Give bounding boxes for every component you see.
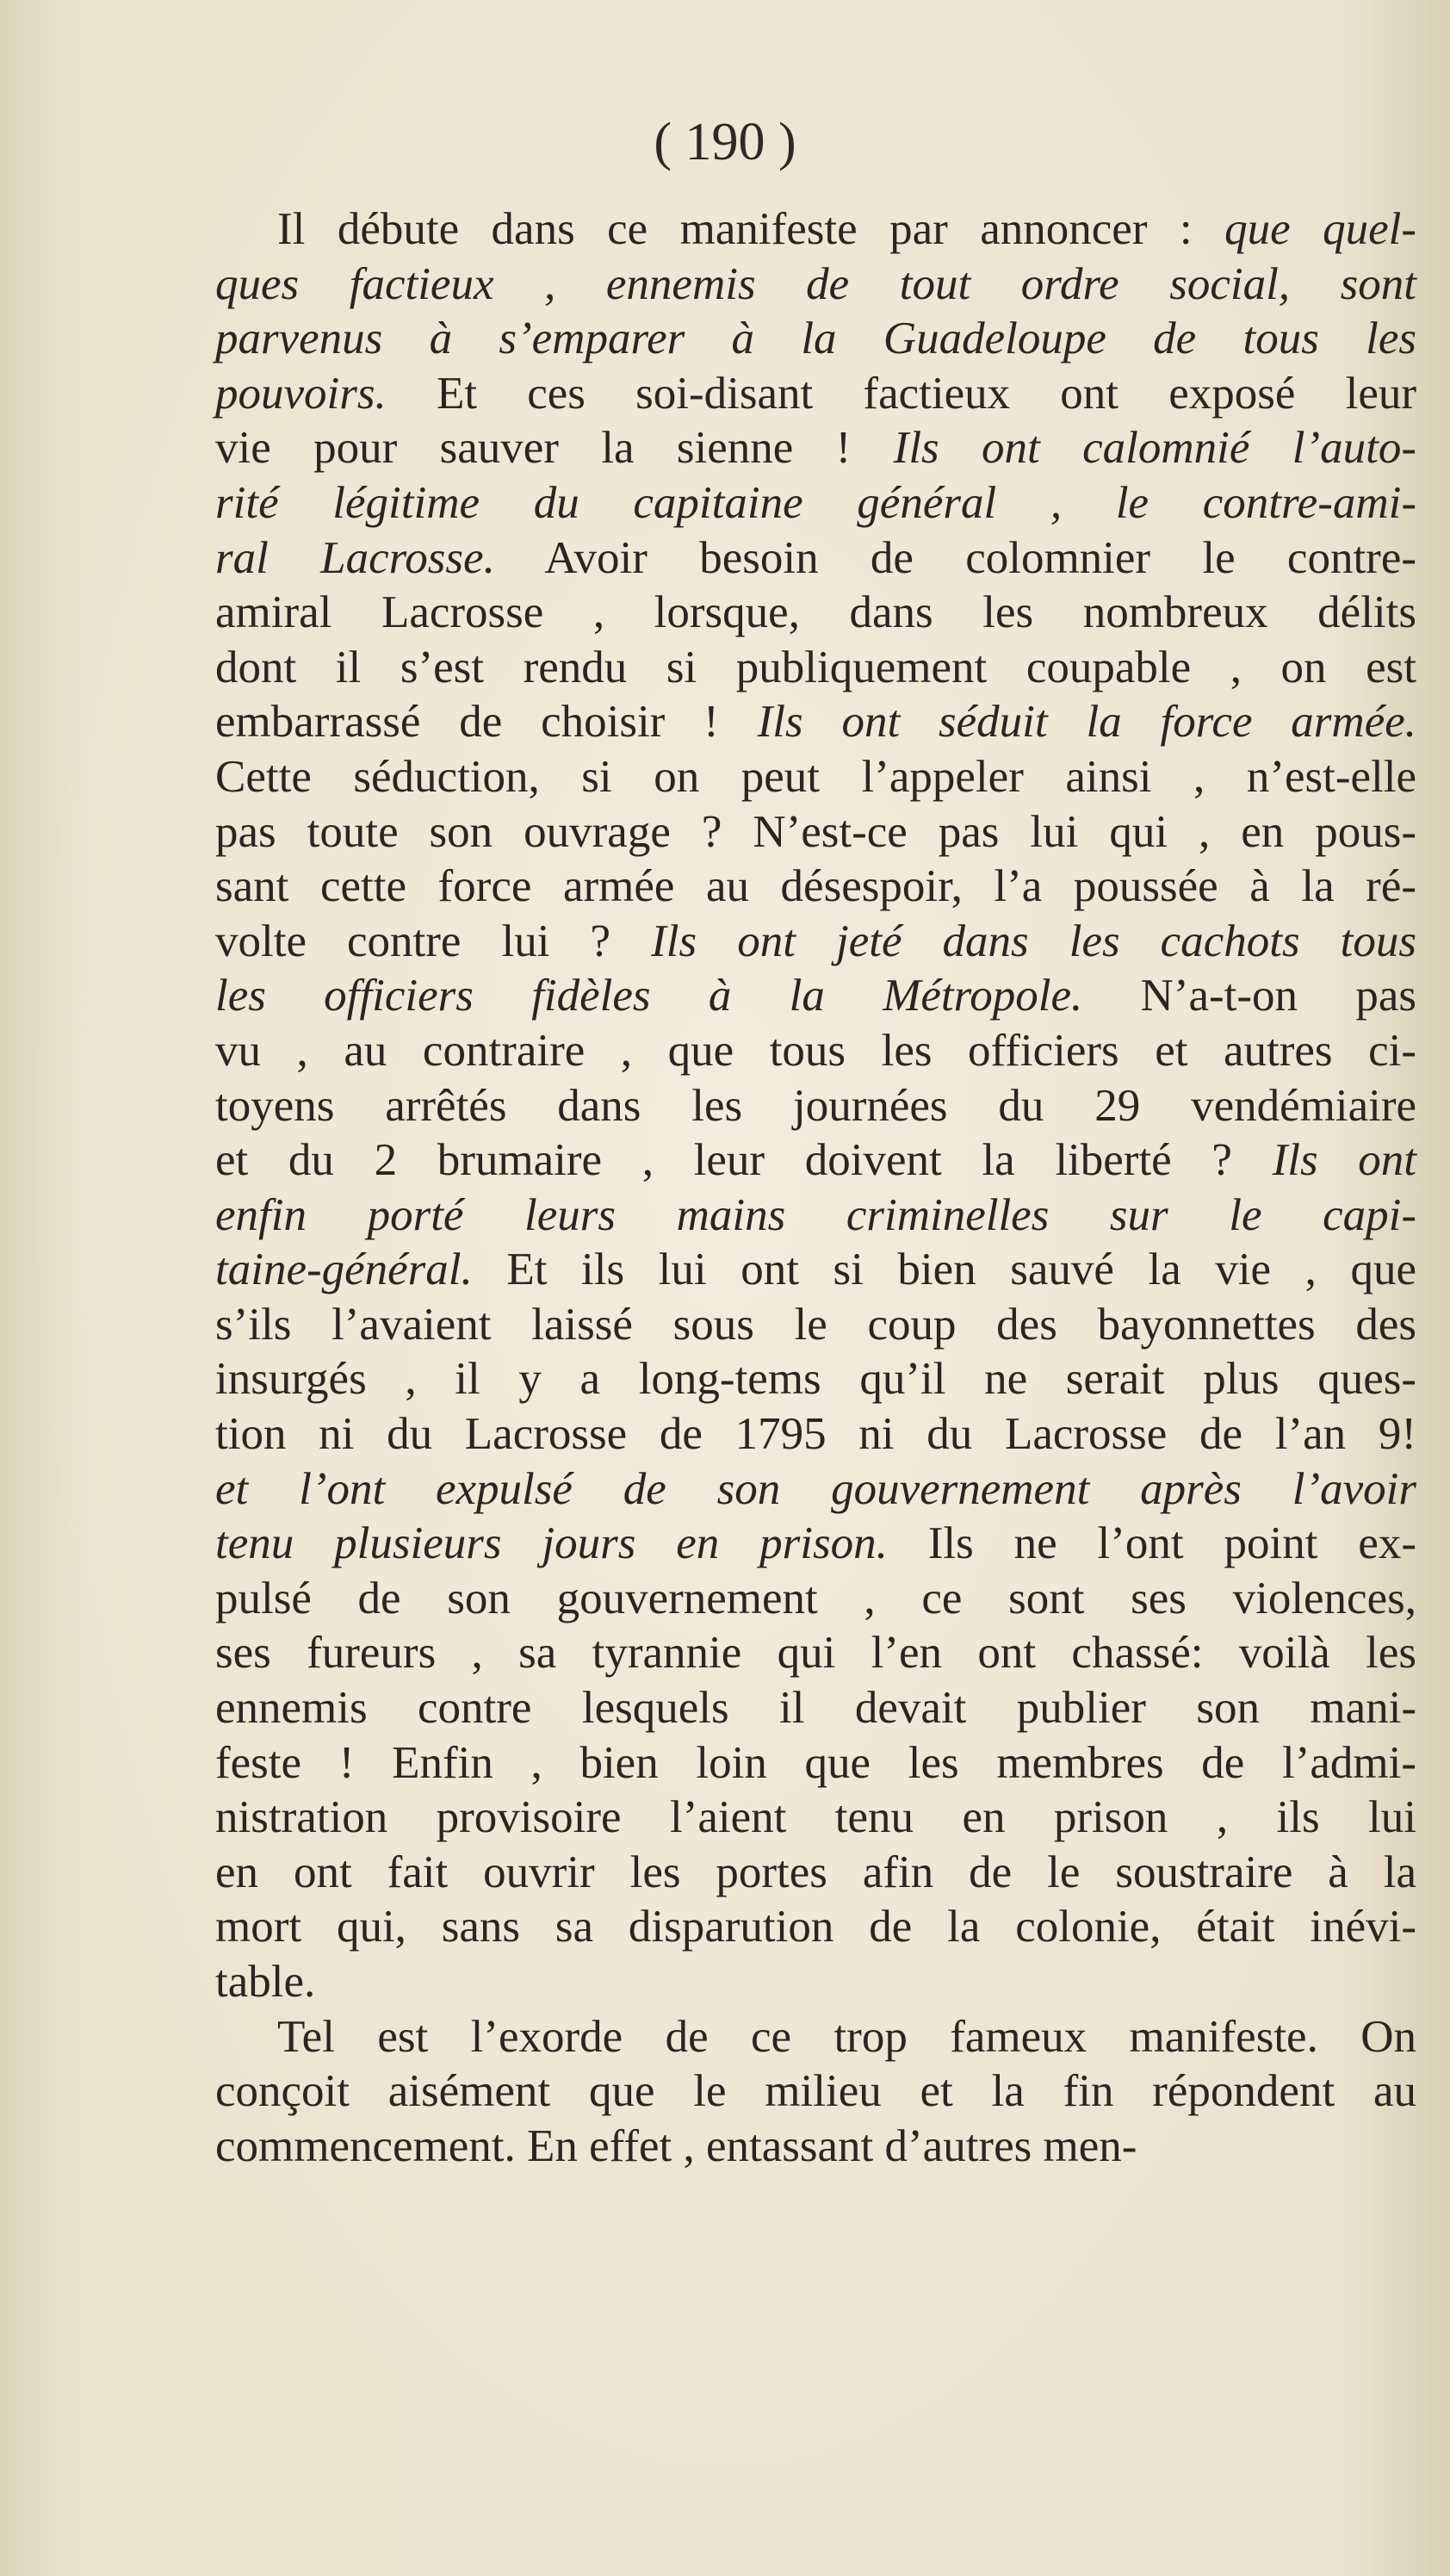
italic-text: taine-général.	[215, 1245, 473, 1295]
roman-text: vu , au contraire , que tous les officiers et autres ci-	[215, 1025, 1416, 1076]
italic-text: Ils ont séduit la force armée.	[757, 697, 1416, 748]
roman-text: amiral Lacrosse , lorsque, dans les nombreux délits	[215, 587, 1416, 638]
text-line	[215, 312, 1416, 367]
text-line	[215, 1189, 1416, 1244]
roman-text: table.	[215, 1957, 316, 2007]
italic-text: que quel-	[1224, 204, 1416, 254]
text-line	[215, 1517, 1416, 1572]
italic-text: ral Lacrosse.	[215, 532, 495, 583]
text-line	[215, 1626, 1416, 1681]
roman-text: feste ! Enfin , bien loin que les membres de l’admi-	[215, 1737, 1416, 1788]
roman-text: Cette séduction, si on peut l’appeler ainsi , n’est-elle	[215, 751, 1416, 802]
roman-text: Ils ne l’ont point ex-	[887, 1518, 1417, 1569]
text-line	[215, 258, 1416, 313]
roman-text: insurgés , il y a long-tems qu’il ne serait plus ques-	[215, 1354, 1416, 1405]
roman-text: dont il s’est rendu si publiquement coupable , on est	[215, 642, 1416, 692]
roman-text: nistration provisoire l’aient tenu en prison , ils lui	[215, 1792, 1416, 1843]
text-line	[215, 586, 1416, 641]
italic-text: les officiers fidèles à la Métropole.	[215, 971, 1083, 1021]
roman-text: N’a-t-on pas	[1082, 971, 1416, 1021]
roman-text: conçoit aisément que le milieu et la fin répondent au	[215, 2066, 1416, 2117]
italic-text: rité légitime du capitaine général , le contre-ami-	[215, 477, 1416, 528]
paragraph	[215, 202, 1416, 2010]
roman-text: mort qui, sans sa disparution de la colonie, était inévi-	[215, 1902, 1416, 1952]
roman-text: embarrassé de choisir !	[215, 697, 758, 748]
text-line	[215, 969, 1416, 1024]
text-line	[215, 1298, 1416, 1353]
text-line	[215, 2064, 1416, 2120]
text-line	[215, 1681, 1416, 1736]
text-line	[215, 1352, 1416, 1407]
roman-text: commencement. En effet , entassant d’autres men-	[215, 2120, 1137, 2171]
italic-text: Ils ont calomnié l’auto-	[893, 423, 1416, 474]
text-line	[215, 860, 1416, 915]
roman-text: ennemis contre lesquels il devait publier son mani-	[215, 1683, 1416, 1734]
text-line	[215, 1846, 1416, 1901]
roman-text: s’ils l’avaient laissé sous le coup des bayonnettes des	[215, 1299, 1416, 1350]
italic-text: ques factieux , ennemis de tout ordre social, sont	[215, 258, 1416, 309]
roman-text: tion ni du Lacrosse de 1795 ni du Lacrosse de l’an 9!	[215, 1409, 1416, 1460]
text-line	[215, 1133, 1416, 1189]
roman-text: Et ils lui ont si bien sauvé la vie , que	[472, 1245, 1416, 1295]
roman-text: pulsé de son gouvernement , ce sont ses violences,	[215, 1573, 1416, 1623]
text-line	[215, 1243, 1416, 1298]
page-number: ( 190 )	[654, 113, 796, 171]
text-line	[215, 750, 1416, 805]
roman-text: pas toute son ouvrage ? N’est-ce pas lui qui , en pous-	[215, 806, 1416, 857]
italic-text: parvenus à s’emparer à la Guadeloupe de tous les	[215, 313, 1416, 364]
roman-text: Et ces soi-disant factieux ont exposé leur	[386, 368, 1416, 419]
text-line	[215, 1462, 1416, 1518]
italic-text: Ils ont	[1272, 1135, 1416, 1186]
text-line	[215, 915, 1416, 970]
roman-text: en ont fait ouvrir les portes afin de le soustraire à la	[215, 1847, 1416, 1897]
text-line	[215, 1900, 1416, 1955]
text-line	[215, 1791, 1416, 1846]
body-text	[215, 202, 1416, 2174]
roman-text: sant cette force armée au désespoir, l’a poussée à la ré-	[215, 861, 1416, 912]
text-line	[215, 2120, 1416, 2175]
text-line	[215, 2010, 1416, 2065]
roman-text: ses fureurs , sa tyrannie qui l’en ont chassé: voilà les	[215, 1628, 1416, 1679]
text-line	[215, 1407, 1416, 1462]
roman-text: Avoir besoin de colomnier le contre-	[494, 532, 1416, 583]
text-line	[215, 531, 1416, 587]
text-line	[215, 805, 1416, 860]
text-line	[215, 476, 1416, 531]
text-line	[215, 1024, 1416, 1079]
text-line	[215, 202, 1416, 258]
text-line	[215, 421, 1416, 476]
text-line	[215, 641, 1416, 696]
roman-text: Tel est l’exorde de ce trop fameux manifeste. On	[277, 2011, 1416, 2062]
text-line	[215, 695, 1416, 750]
italic-text: enfin porté leurs mains criminelles sur le capi-	[215, 1189, 1416, 1240]
italic-text: pouvoirs.	[215, 368, 387, 419]
text-line	[215, 1079, 1416, 1134]
roman-text: volte contre lui ?	[215, 916, 652, 966]
text-line	[215, 367, 1416, 422]
roman-text: toyens arrêtés dans les journées du 29 vendémiaire	[215, 1080, 1416, 1131]
italic-text: tenu plusieurs jours en prison.	[215, 1518, 888, 1569]
text-line	[215, 1955, 1416, 2010]
italic-text: et l’ont expulsé de son gouvernement après l’avoir	[215, 1463, 1416, 1514]
roman-text: vie pour sauver la sienne !	[215, 423, 894, 474]
paragraph	[215, 2010, 1416, 2175]
roman-text: Il débute dans ce manifeste par annoncer :	[277, 204, 1225, 254]
italic-text: Ils ont jeté dans les cachots tous	[651, 916, 1416, 966]
text-line	[215, 1572, 1416, 1627]
roman-text: et du 2 brumaire , leur doivent la liberté ?	[215, 1135, 1273, 1186]
text-line	[215, 1736, 1416, 1791]
